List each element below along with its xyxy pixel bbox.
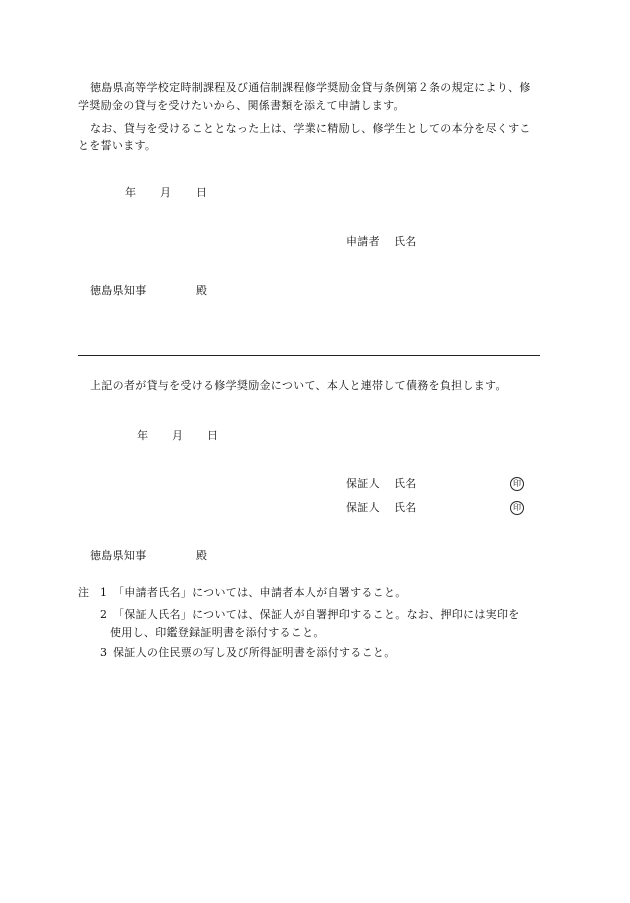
note-item-text: 「申請者氏名」については、申請者本人が自署すること。	[113, 586, 407, 599]
section-divider	[78, 355, 540, 356]
guarantor1-label: 保証人	[346, 477, 380, 490]
application-para2-line1: なお、貸与を受けることとなった上は、学業に精励し、修学生としての本分を尽くすこ	[90, 122, 531, 135]
application-honorific: 殿	[196, 284, 208, 297]
application-date-month: 月	[160, 186, 172, 199]
guarantor2-seal-mark: 印	[510, 501, 524, 515]
note-item-text: 保証人の住民票の写し及び所得証明書を添付すること。	[113, 646, 396, 659]
guarantee-date-year: 年	[137, 429, 149, 442]
note-item-number: 3	[100, 646, 108, 659]
notes-prefix: 注	[78, 586, 90, 599]
applicant-label: 申請者	[346, 235, 380, 248]
application-date-year: 年	[125, 186, 137, 199]
application-para1-line2: 学奨励金の貸与を受けたいから、関係書類を添えて申請します。	[78, 99, 405, 112]
guarantor2-label: 保証人	[346, 501, 380, 514]
guarantee-statement: 上記の者が貸与を受ける修学奨励金について、本人と連帯して債務を負担します。	[90, 379, 507, 392]
application-para2-line2: とを誓います。	[78, 139, 157, 152]
application-date-day: 日	[196, 186, 208, 199]
guarantee-addressee: 徳島県知事	[90, 549, 147, 562]
note-item-text-continued: 使用し、印鑑登録証明書を添付すること。	[110, 626, 325, 639]
guarantor1-seal-mark: 印	[510, 477, 524, 491]
note-item-number: 2	[100, 608, 108, 621]
note-item-text: 「保証人氏名」については、保証人が自署押印すること。なお、押印には実印を	[113, 608, 520, 621]
guarantor1-name-label: 氏名	[394, 477, 417, 490]
guarantee-date-day: 日	[207, 429, 219, 442]
application-addressee: 徳島県知事	[90, 284, 147, 297]
application-para1-line1: 徳島県高等学校定時制課程及び通信制課程修学奨励金貸与条例第２条の規定により、修	[90, 81, 531, 94]
applicant-name-label: 氏名	[394, 235, 417, 248]
guarantor2-name-label: 氏名	[394, 501, 417, 514]
guarantee-date-month: 月	[172, 429, 184, 442]
guarantee-honorific: 殿	[196, 549, 208, 562]
note-item-number: 1	[100, 586, 108, 599]
